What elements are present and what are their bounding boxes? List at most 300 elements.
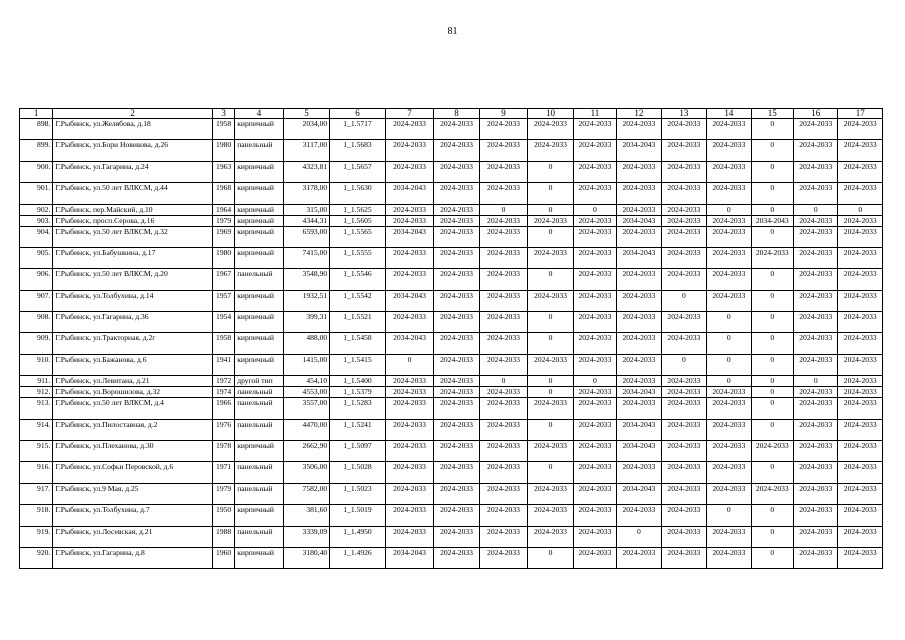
total-area-cell: 2034,00: [283, 119, 329, 140]
row-number-cell: 904.: [20, 226, 53, 247]
work-period-cell: 0: [751, 376, 793, 387]
work-period-cell: 2024-2033: [838, 269, 883, 290]
house-code-cell: 1_1.5028: [330, 462, 386, 483]
table-row: [20, 398, 883, 419]
work-period-cell: 0: [528, 376, 573, 387]
build-year-cell: 1974: [213, 387, 235, 398]
work-period-cell: 2024-2033: [385, 376, 434, 387]
work-period-cell: 0: [528, 333, 573, 354]
table-row: [20, 312, 883, 333]
work-period-cell: 2024-2033: [434, 140, 479, 161]
work-period-cell: 2024-2033: [385, 204, 434, 215]
work-period-cell: 2024-2033: [793, 387, 837, 398]
table-row: [20, 161, 883, 182]
work-period-cell: 2024-2033: [573, 215, 616, 226]
wall-material-cell: кирпичный: [235, 215, 284, 226]
work-period-cell: 2024-2033: [793, 505, 837, 526]
work-period-cell: 2024-2033: [838, 161, 883, 182]
page-number: 81: [447, 26, 458, 37]
work-period-cell: 2024-2033: [573, 462, 616, 483]
work-period-cell: 2024-2033: [661, 269, 706, 290]
address-cell: Г.Рыбинск, ул.Толбухина, д.14: [53, 290, 213, 311]
work-period-cell: 2024-2033: [385, 140, 434, 161]
build-year-cell: 1968: [213, 183, 235, 204]
work-period-cell: 0: [528, 226, 573, 247]
wall-material-cell: панельный: [235, 419, 284, 440]
table-row: [20, 387, 883, 398]
total-area-cell: 399,31: [283, 312, 329, 333]
total-area-cell: 3117,00: [283, 140, 329, 161]
work-period-cell: 0: [528, 269, 573, 290]
work-period-cell: 2034-2043: [617, 215, 661, 226]
wall-material-cell: кирпичный: [235, 312, 284, 333]
row-number-cell: 898.: [20, 119, 53, 140]
work-period-cell: 2024-2033: [573, 290, 616, 311]
work-period-cell: 2024-2033: [793, 140, 837, 161]
house-code-cell: 1_1.5400: [330, 376, 386, 387]
work-period-cell: 2024-2033: [838, 376, 883, 387]
column-header-13: 13: [661, 109, 706, 119]
work-period-cell: 2024-2033: [661, 526, 706, 547]
work-period-cell: 0: [528, 462, 573, 483]
table-row: [20, 547, 883, 568]
work-period-cell: 0: [707, 505, 751, 526]
address-cell: Г.Рыбинск, ул.50 лет ВЛКСМ, д.44: [53, 183, 213, 204]
address-cell: Г.Рыбинск, ул.Бажанова, д.6: [53, 354, 213, 375]
column-header-7: 7: [385, 109, 434, 119]
house-code-cell: 1_1.5565: [330, 226, 386, 247]
total-area-cell: 1932,51: [283, 290, 329, 311]
work-period-cell: 0: [707, 204, 751, 215]
work-period-cell: 2024-2033: [385, 247, 434, 268]
work-period-cell: 2024-2033: [528, 290, 573, 311]
work-period-cell: 2024-2033: [385, 419, 434, 440]
table-row: [20, 440, 883, 461]
work-period-cell: 2024-2033: [707, 290, 751, 311]
work-period-cell: 2024-2033: [385, 505, 434, 526]
work-period-cell: 2024-2033: [838, 183, 883, 204]
work-period-cell: 2024-2033: [838, 215, 883, 226]
work-period-cell: 2024-2033: [479, 505, 528, 526]
work-period-cell: 2024-2033: [661, 462, 706, 483]
work-period-cell: 0: [528, 419, 573, 440]
work-period-cell: 2034-2043: [385, 226, 434, 247]
row-number-cell: 907.: [20, 290, 53, 311]
work-period-cell: 2034-2043: [617, 387, 661, 398]
work-period-cell: 2024-2033: [573, 505, 616, 526]
work-period-cell: 2024-2033: [661, 204, 706, 215]
work-period-cell: 0: [617, 526, 661, 547]
work-period-cell: 2024-2033: [385, 119, 434, 140]
work-period-cell: 0: [751, 354, 793, 375]
address-cell: Г.Рыбинск, ул.Гагарина, д.24: [53, 161, 213, 182]
house-code-cell: 1_1.5555: [330, 247, 386, 268]
work-period-cell: 2024-2033: [479, 161, 528, 182]
work-period-cell: 0: [751, 387, 793, 398]
work-period-cell: 2024-2033: [661, 547, 706, 568]
work-period-cell: 2024-2033: [573, 140, 616, 161]
house-code-cell: 1_1.5019: [330, 505, 386, 526]
address-cell: Г.Рыбинск, ул.Гагарина, д.36: [53, 312, 213, 333]
wall-material-cell: кирпичный: [235, 440, 284, 461]
work-period-cell: 2024-2033: [661, 483, 706, 504]
total-area-cell: 4323,81: [283, 161, 329, 182]
work-period-cell: 2024-2033: [479, 462, 528, 483]
work-period-cell: 2024-2033: [385, 398, 434, 419]
column-header-8: 8: [434, 109, 479, 119]
work-period-cell: 2024-2033: [751, 247, 793, 268]
wall-material-cell: кирпичный: [235, 247, 284, 268]
house-code-cell: 1_1.5625: [330, 204, 386, 215]
row-number-cell: 918.: [20, 505, 53, 526]
work-period-cell: 2024-2033: [793, 398, 837, 419]
work-period-cell: 2024-2033: [573, 312, 616, 333]
build-year-cell: 1976: [213, 419, 235, 440]
work-period-cell: 2024-2033: [573, 119, 616, 140]
work-period-cell: 0: [838, 204, 883, 215]
work-period-cell: 2024-2033: [661, 140, 706, 161]
work-period-cell: 2024-2033: [434, 505, 479, 526]
house-code-cell: 1_1.5605: [330, 215, 386, 226]
work-period-cell: 0: [707, 333, 751, 354]
row-number-cell: 900.: [20, 161, 53, 182]
work-period-cell: 0: [528, 547, 573, 568]
column-header-11: 11: [573, 109, 616, 119]
work-period-cell: 0: [707, 354, 751, 375]
work-period-cell: 2024-2033: [479, 215, 528, 226]
work-period-cell: 0: [751, 204, 793, 215]
address-cell: Г.Рыбинск, ул.Гагарина, д.8: [53, 547, 213, 568]
build-year-cell: 1978: [213, 440, 235, 461]
work-period-cell: 2024-2033: [661, 333, 706, 354]
work-period-cell: 2034-2043: [385, 333, 434, 354]
total-area-cell: 3548,90: [283, 269, 329, 290]
work-period-cell: 2024-2033: [385, 215, 434, 226]
work-period-cell: 2024-2033: [617, 183, 661, 204]
work-period-cell: 2024-2033: [617, 398, 661, 419]
row-number-cell: 920.: [20, 547, 53, 568]
build-year-cell: 1980: [213, 247, 235, 268]
work-period-cell: 0: [528, 312, 573, 333]
work-period-cell: 2024-2033: [479, 269, 528, 290]
work-period-cell: 2024-2033: [617, 269, 661, 290]
work-period-cell: 2024-2033: [707, 526, 751, 547]
work-period-cell: 2024-2033: [617, 547, 661, 568]
work-period-cell: 2024-2033: [434, 398, 479, 419]
column-header-5: 5: [283, 109, 329, 119]
work-period-cell: 2024-2033: [793, 440, 837, 461]
table-row: [20, 333, 883, 354]
work-period-cell: 2024-2033: [661, 312, 706, 333]
work-period-cell: 2024-2033: [479, 247, 528, 268]
row-number-cell: 902.: [20, 204, 53, 215]
house-code-cell: 1_1.5415: [330, 354, 386, 375]
work-period-cell: 2024-2033: [528, 398, 573, 419]
row-number-cell: 912.: [20, 387, 53, 398]
work-period-cell: 2024-2033: [434, 419, 479, 440]
column-header-3: 3: [213, 109, 235, 119]
column-header-17: 17: [838, 109, 883, 119]
build-year-cell: 1972: [213, 376, 235, 387]
work-period-cell: 0: [479, 204, 528, 215]
work-period-cell: 2024-2033: [838, 398, 883, 419]
work-period-cell: 2024-2033: [793, 354, 837, 375]
work-period-cell: 2024-2033: [479, 483, 528, 504]
work-period-cell: 2024-2033: [573, 387, 616, 398]
work-period-cell: 2024-2033: [793, 483, 837, 504]
work-period-cell: 0: [751, 226, 793, 247]
work-period-cell: 2024-2033: [434, 204, 479, 215]
work-period-cell: 2024-2033: [434, 119, 479, 140]
work-period-cell: 2024-2033: [573, 547, 616, 568]
work-period-cell: 2034-2043: [617, 440, 661, 461]
total-area-cell: 4470,00: [283, 419, 329, 440]
work-period-cell: 0: [751, 312, 793, 333]
column-number-header-row: [20, 109, 883, 119]
work-period-cell: 2024-2033: [434, 440, 479, 461]
work-period-cell: 2024-2033: [707, 119, 751, 140]
work-period-cell: 2024-2033: [838, 290, 883, 311]
table-body: [20, 119, 883, 569]
work-period-cell: 0: [751, 161, 793, 182]
work-period-cell: 2024-2033: [617, 226, 661, 247]
table-row: [20, 183, 883, 204]
house-code-cell: 1_1.5630: [330, 183, 386, 204]
work-period-cell: 2034-2043: [385, 547, 434, 568]
build-year-cell: 1963: [213, 161, 235, 182]
wall-material-cell: кирпичный: [235, 183, 284, 204]
work-period-cell: 2034-2043: [617, 140, 661, 161]
work-period-cell: 2024-2033: [838, 440, 883, 461]
table-row: [20, 526, 883, 547]
row-number-cell: 909.: [20, 333, 53, 354]
column-header-1: 1: [20, 109, 53, 119]
house-code-cell: 1_1.5542: [330, 290, 386, 311]
work-period-cell: 0: [385, 354, 434, 375]
work-period-cell: 2024-2033: [617, 161, 661, 182]
work-period-cell: 2024-2033: [707, 226, 751, 247]
total-area-cell: 2662,90: [283, 440, 329, 461]
column-header-4: 4: [235, 109, 284, 119]
work-period-cell: 0: [661, 290, 706, 311]
build-year-cell: 1979: [213, 215, 235, 226]
work-period-cell: 2024-2033: [793, 215, 837, 226]
table-row: [20, 354, 883, 375]
build-year-cell: 1957: [213, 290, 235, 311]
work-period-cell: 2024-2033: [573, 269, 616, 290]
row-number-cell: 914.: [20, 419, 53, 440]
work-period-cell: 2024-2033: [838, 226, 883, 247]
column-header-14: 14: [707, 109, 751, 119]
work-period-cell: 0: [707, 312, 751, 333]
build-year-cell: 1971: [213, 462, 235, 483]
work-period-cell: 2024-2033: [528, 247, 573, 268]
work-period-cell: 2024-2033: [838, 462, 883, 483]
build-year-cell: 1964: [213, 204, 235, 215]
work-period-cell: 2024-2033: [528, 526, 573, 547]
work-period-cell: 2024-2033: [707, 483, 751, 504]
total-area-cell: 3506,00: [283, 462, 329, 483]
row-number-cell: 915.: [20, 440, 53, 461]
work-period-cell: 2024-2033: [434, 333, 479, 354]
address-cell: Г.Рыбинск, просп.Серова, д.16: [53, 215, 213, 226]
work-period-cell: 2024-2033: [838, 140, 883, 161]
row-number-cell: 913.: [20, 398, 53, 419]
work-period-cell: 2024-2033: [434, 462, 479, 483]
work-period-cell: 2024-2033: [661, 376, 706, 387]
work-period-cell: 2024-2033: [528, 140, 573, 161]
table-row: [20, 269, 883, 290]
house-code-cell: 1_1.5521: [330, 312, 386, 333]
work-period-cell: 2024-2033: [573, 247, 616, 268]
work-period-cell: 2024-2033: [434, 526, 479, 547]
work-period-cell: 2024-2033: [661, 387, 706, 398]
work-period-cell: 2024-2033: [793, 119, 837, 140]
address-cell: Г.Рыбинск, ул.50 лет ВЛКСМ, д.32: [53, 226, 213, 247]
work-period-cell: 2024-2033: [528, 440, 573, 461]
work-period-cell: 2024-2033: [434, 215, 479, 226]
total-area-cell: 3339,09: [283, 526, 329, 547]
work-period-cell: 0: [707, 376, 751, 387]
work-period-cell: 2024-2033: [617, 333, 661, 354]
table-row: [20, 215, 883, 226]
work-period-cell: 2024-2033: [528, 354, 573, 375]
work-period-cell: 0: [751, 462, 793, 483]
work-period-cell: 0: [661, 354, 706, 375]
work-period-cell: 2024-2033: [838, 547, 883, 568]
wall-material-cell: панельный: [235, 269, 284, 290]
house-code-cell: 1_1.4950: [330, 526, 386, 547]
house-code-cell: 1_1.5458: [330, 333, 386, 354]
work-period-cell: 2024-2033: [838, 312, 883, 333]
row-number-cell: 906.: [20, 269, 53, 290]
address-cell: Г.Рыбинск, ул.Тракторная, д.2г: [53, 333, 213, 354]
work-period-cell: 0: [751, 398, 793, 419]
wall-material-cell: панельный: [235, 387, 284, 398]
work-period-cell: 2024-2033: [617, 376, 661, 387]
address-cell: Г.Рыбинск, ул.Левитана, д.21: [53, 376, 213, 387]
wall-material-cell: кирпичный: [235, 119, 284, 140]
row-number-cell: 901.: [20, 183, 53, 204]
work-period-cell: 2024-2033: [573, 226, 616, 247]
work-period-cell: 2024-2033: [573, 161, 616, 182]
work-period-cell: 2024-2033: [661, 440, 706, 461]
work-period-cell: 2024-2033: [528, 215, 573, 226]
build-year-cell: 1954: [213, 312, 235, 333]
wall-material-cell: кирпичный: [235, 505, 284, 526]
work-period-cell: 2024-2033: [385, 161, 434, 182]
build-year-cell: 1980: [213, 140, 235, 161]
work-period-cell: 2024-2033: [707, 183, 751, 204]
work-period-cell: 2024-2033: [838, 419, 883, 440]
work-period-cell: 2034-2043: [617, 247, 661, 268]
work-period-cell: 2024-2033: [434, 376, 479, 387]
work-period-cell: 2024-2033: [434, 483, 479, 504]
work-period-cell: 2034-2043: [385, 290, 434, 311]
work-period-cell: 2024-2033: [479, 119, 528, 140]
work-period-cell: 2024-2033: [434, 387, 479, 398]
work-period-cell: 2024-2033: [434, 312, 479, 333]
total-area-cell: 488,00: [283, 333, 329, 354]
work-period-cell: 2024-2033: [434, 226, 479, 247]
table-row: [20, 119, 883, 140]
work-period-cell: 2024-2033: [479, 312, 528, 333]
build-year-cell: 1950: [213, 505, 235, 526]
address-cell: Г.Рыбинск, ул.50 лет ВЛКСМ, д.20: [53, 269, 213, 290]
work-period-cell: 2024-2033: [793, 269, 837, 290]
wall-material-cell: другой тип: [235, 376, 284, 387]
house-code-cell: 1_1.4926: [330, 547, 386, 568]
total-area-cell: 315,00: [283, 204, 329, 215]
work-period-cell: 2024-2033: [793, 161, 837, 182]
total-area-cell: 4553,00: [283, 387, 329, 398]
work-period-cell: 2024-2033: [617, 354, 661, 375]
work-period-cell: 2024-2033: [573, 483, 616, 504]
wall-material-cell: панельный: [235, 526, 284, 547]
column-header-15: 15: [751, 109, 793, 119]
house-code-cell: 1_1.5683: [330, 140, 386, 161]
work-period-cell: 0: [528, 387, 573, 398]
work-period-cell: 2024-2033: [479, 354, 528, 375]
row-number-cell: 917.: [20, 483, 53, 504]
row-number-cell: 908.: [20, 312, 53, 333]
wall-material-cell: панельный: [235, 398, 284, 419]
work-period-cell: 2024-2033: [838, 354, 883, 375]
work-period-cell: 2024-2033: [528, 483, 573, 504]
work-period-cell: 2024-2033: [434, 290, 479, 311]
build-year-cell: 1979: [213, 483, 235, 504]
table-row: [20, 226, 883, 247]
work-period-cell: 2024-2033: [573, 354, 616, 375]
table-row: [20, 290, 883, 311]
row-number-cell: 899.: [20, 140, 53, 161]
table-row: [20, 419, 883, 440]
address-cell: Г.Рыбинск, ул.Софьи Перовской, д.6: [53, 462, 213, 483]
work-period-cell: 2024-2033: [707, 140, 751, 161]
work-period-cell: 2024-2033: [434, 269, 479, 290]
work-period-cell: 2024-2033: [793, 183, 837, 204]
work-period-cell: 2034-2043: [751, 215, 793, 226]
work-period-cell: 2024-2033: [617, 462, 661, 483]
work-period-cell: 2024-2033: [479, 526, 528, 547]
work-period-cell: 2024-2033: [661, 161, 706, 182]
work-period-cell: 2024-2033: [707, 419, 751, 440]
total-area-cell: 3180,40: [283, 547, 329, 568]
table-row: [20, 140, 883, 161]
housing-register-table: [19, 108, 883, 569]
work-period-cell: 2024-2033: [479, 290, 528, 311]
column-header-16: 16: [793, 109, 837, 119]
address-cell: Г.Рыбинск, пер.Майский, д.10: [53, 204, 213, 215]
work-period-cell: 2024-2033: [793, 462, 837, 483]
total-area-cell: 7582,00: [283, 483, 329, 504]
work-period-cell: 2024-2033: [838, 247, 883, 268]
wall-material-cell: панельный: [235, 483, 284, 504]
build-year-cell: 1958: [213, 119, 235, 140]
work-period-cell: 2024-2033: [573, 526, 616, 547]
work-period-cell: 2024-2033: [707, 547, 751, 568]
build-year-cell: 1988: [213, 526, 235, 547]
work-period-cell: 2024-2033: [617, 204, 661, 215]
work-period-cell: 2024-2033: [838, 119, 883, 140]
work-period-cell: 2024-2033: [434, 547, 479, 568]
work-period-cell: 0: [751, 547, 793, 568]
work-period-cell: 2024-2033: [385, 312, 434, 333]
work-period-cell: 2024-2033: [707, 398, 751, 419]
address-cell: Г.Рыбинск, ул.Толбухина, д.7: [53, 505, 213, 526]
work-period-cell: 0: [573, 376, 616, 387]
house-code-cell: 1_1.5241: [330, 419, 386, 440]
